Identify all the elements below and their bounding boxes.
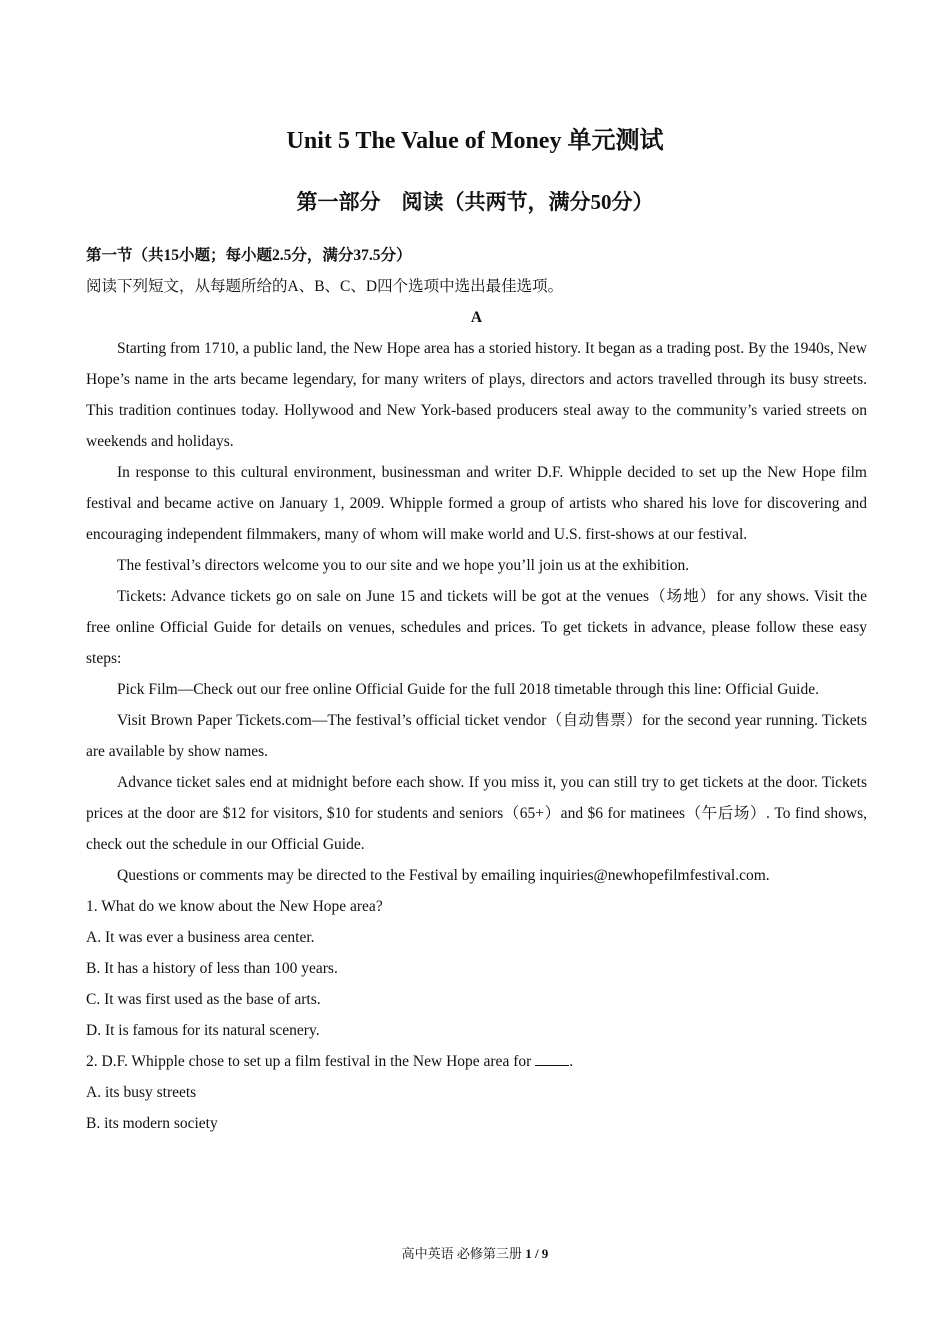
passage-label: A (470, 309, 483, 326)
passage-paragraph: Tickets: Advance tickets go on sale on June 15 and tickets will be got at the venues（场地）for any shows. Visit the free online Official Guide for details on venues, schedules and prices. To get tickets in advance, please follow these easy steps: (86, 588, 867, 667)
question-stem-line (86, 1046, 867, 1077)
section-instruction: 阅读下列短文，从每题所给的A、B、C、D四个选项中选出最佳选项。 (86, 278, 564, 295)
answer-blank (535, 1051, 569, 1066)
passage-paragraph: Advance ticket sales end at midnight before each show. If you miss it, you can still try to get tickets at the door. Tickets prices at the door are $12 for visitors, $10 for students and seniors（65+）and $6 for matinees（午后场）. To find shows, check out the schedule in our Official Guide. (86, 774, 867, 853)
passage-paragraph: Pick Film—Check out our free online Official Guide for the full 2018 timetable through this line: Official Guide. (117, 681, 819, 698)
question-stem: 1. What do we know about the New Hope area? (86, 898, 383, 915)
passage-paragraph: Starting from 1710, a public land, the New Hope area has a storied history. It began as a trading post. By the 1940s, New Hope’s name in the arts became legendary, for many writers of plays, directors and actors travelled through its busy streets. This tradition continues today. Hollywood and New York-based producers steal away to the community’s varied streets on weekends and holidays. (86, 340, 867, 450)
question-stem-end: . (569, 1053, 574, 1070)
page-number: 1 / 9 (525, 1246, 549, 1261)
part-title: 第一部分 阅读（共两节，满分50分） (296, 190, 654, 214)
passage-paragraph: Questions or comments may be directed to the Festival by emailing inquiries@newhopefilmfestival.com. (117, 867, 770, 884)
passage-paragraph: The festival’s directors welcome you to our site and we hope you’ll join us at the exhibition. (117, 557, 690, 574)
passage-paragraph: In response to this cultural environment, businessman and writer D.F. Whipple decided to set up the New Hope film festival and became active on January 1, 2009. Whipple formed a group of artists who shared his love for discovering and encouraging independent filmmakers, many of whom will make world and U.S. first-shows at our festival. (86, 464, 867, 543)
answer-option: A. It was ever a business area center. (86, 929, 315, 946)
footer-text: 高中英语 必修第三册 (401, 1246, 526, 1261)
section-heading: 第一节（共15小题；每小题2.5分，满分37.5分） (86, 247, 412, 264)
passage-paragraph: Visit Brown Paper Tickets.com—The festival’s official ticket vendor（自动售票）for the second year running. Tickets are available by show names. (86, 712, 867, 760)
answer-option: A. its busy streets (86, 1084, 197, 1101)
page-footer (0, 1244, 950, 1264)
answer-option: C. It was first used as the base of arts. (86, 991, 321, 1008)
answer-option: B. its modern society (86, 1115, 218, 1132)
document-body (86, 240, 867, 1139)
document-title: Unit 5 The Value of Money 单元测试 (286, 128, 664, 154)
answer-option: B. It has a history of less than 100 years. (86, 960, 338, 977)
question-stem: 2. D.F. Whipple chose to set up a film festival in the New Hope area for (86, 1053, 532, 1070)
answer-option: D. It is famous for its natural scenery. (86, 1022, 320, 1039)
